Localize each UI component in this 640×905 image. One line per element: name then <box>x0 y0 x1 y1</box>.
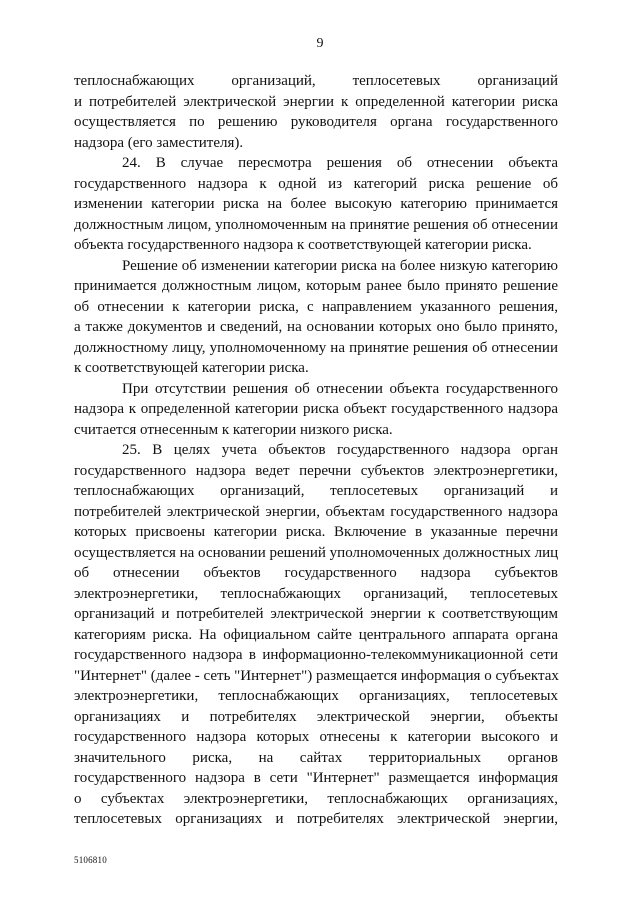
text-line: электроэнергетики, теплоснабжающих организаций, теплосетевых <box>74 585 558 602</box>
text-line: теплоснабжающих организаций, теплосетевых организаций <box>74 73 558 89</box>
text-line: надзора к определенной категории риска объект государственного надзора <box>74 401 558 417</box>
text-line: осуществляется на основании решений уполномоченных должностных лиц <box>74 544 559 561</box>
text-line: к соответствующей категории риска. <box>74 360 309 376</box>
text-line: 25. В целях учета объектов государственного надзора орган <box>122 442 558 458</box>
text-line: категориям риска. На официальном сайте центрального аппарата органа <box>74 626 558 643</box>
text-line: надзора (его заместителя). <box>74 134 244 151</box>
text-line: должностным лицом, уполномоченным на принятие решения об отнесении <box>74 216 558 233</box>
text-line: организациях и потребителях электрической энергии, объекты <box>74 708 558 725</box>
document-code: 5106810 <box>74 855 107 865</box>
text-line: считается отнесенным к категории низкого риска. <box>74 421 393 438</box>
text-line: При отсутствии решения об отнесении объекта государственного <box>122 380 558 397</box>
text-line: государственного надзора которых отнесены к категории высокого и <box>74 729 558 745</box>
text-line: принимается должностным лицом, которым ранее было принято решение <box>74 278 558 294</box>
text-line: организаций и потребителей электрической энергии к соответствующим <box>74 606 558 622</box>
text-line: теплосетевых организациях и потребителях электрической энергии, <box>74 811 558 827</box>
text-line: значительного риска, на сайтах территориальных органов <box>74 749 558 766</box>
text-line: а также документов и сведений, на основании которых оно было принято, <box>74 319 558 335</box>
text-line: государственного надзора ведет перечни субъектов электроэнергетики, <box>74 462 558 479</box>
text-line: государственного надзора в сети "Интернет" размещается информация <box>74 770 558 786</box>
text-line: "Интернет" (далее - сеть "Интернет") размещается информация о субъектах <box>74 667 559 684</box>
text-line: изменении категории риска на более высокую категорию принимается <box>74 196 558 212</box>
text-line: электроэнергетики, теплоснабжающих организациях, теплосетевых <box>74 688 558 704</box>
text-line: теплоснабжающих организаций, теплосетевых организаций и <box>74 483 558 499</box>
text-line: об отнесении объектов государственного надзора субъектов <box>74 565 558 581</box>
text-line: 24. В случае пересмотра решения об отнесении объекта <box>122 155 558 171</box>
document-body-text <box>74 71 558 830</box>
text-line: государственного надзора к одной из категорий риска решение об <box>74 175 558 192</box>
text-line: должностному лицу, уполномоченному на принятие решения об отнесении <box>74 339 558 356</box>
text-line: объекта государственного надзора к соответствующей категории риска. <box>74 237 532 253</box>
page-number: 9 <box>316 36 324 51</box>
text-line: которых присвоены категории риска. Включение в указанные перечни <box>74 524 558 540</box>
text-line: потребителей электрической энергии, объектам государственного надзора <box>74 503 558 520</box>
text-line: осуществляется по решению руководителя органа государственного <box>74 114 558 130</box>
text-line: Решение об изменении категории риска на более низкую категорию <box>122 257 558 274</box>
text-line: и потребителей электрической энергии к определенной категории риска <box>74 93 558 110</box>
text-line: об отнесении к категории риска, с направлением указанного решения, <box>74 298 558 315</box>
text-line: государственного надзора в информационно-телекоммуникационной сети <box>74 647 558 663</box>
text-line: о субъектах электроэнергетики, теплоснабжающих организациях, <box>74 790 558 807</box>
